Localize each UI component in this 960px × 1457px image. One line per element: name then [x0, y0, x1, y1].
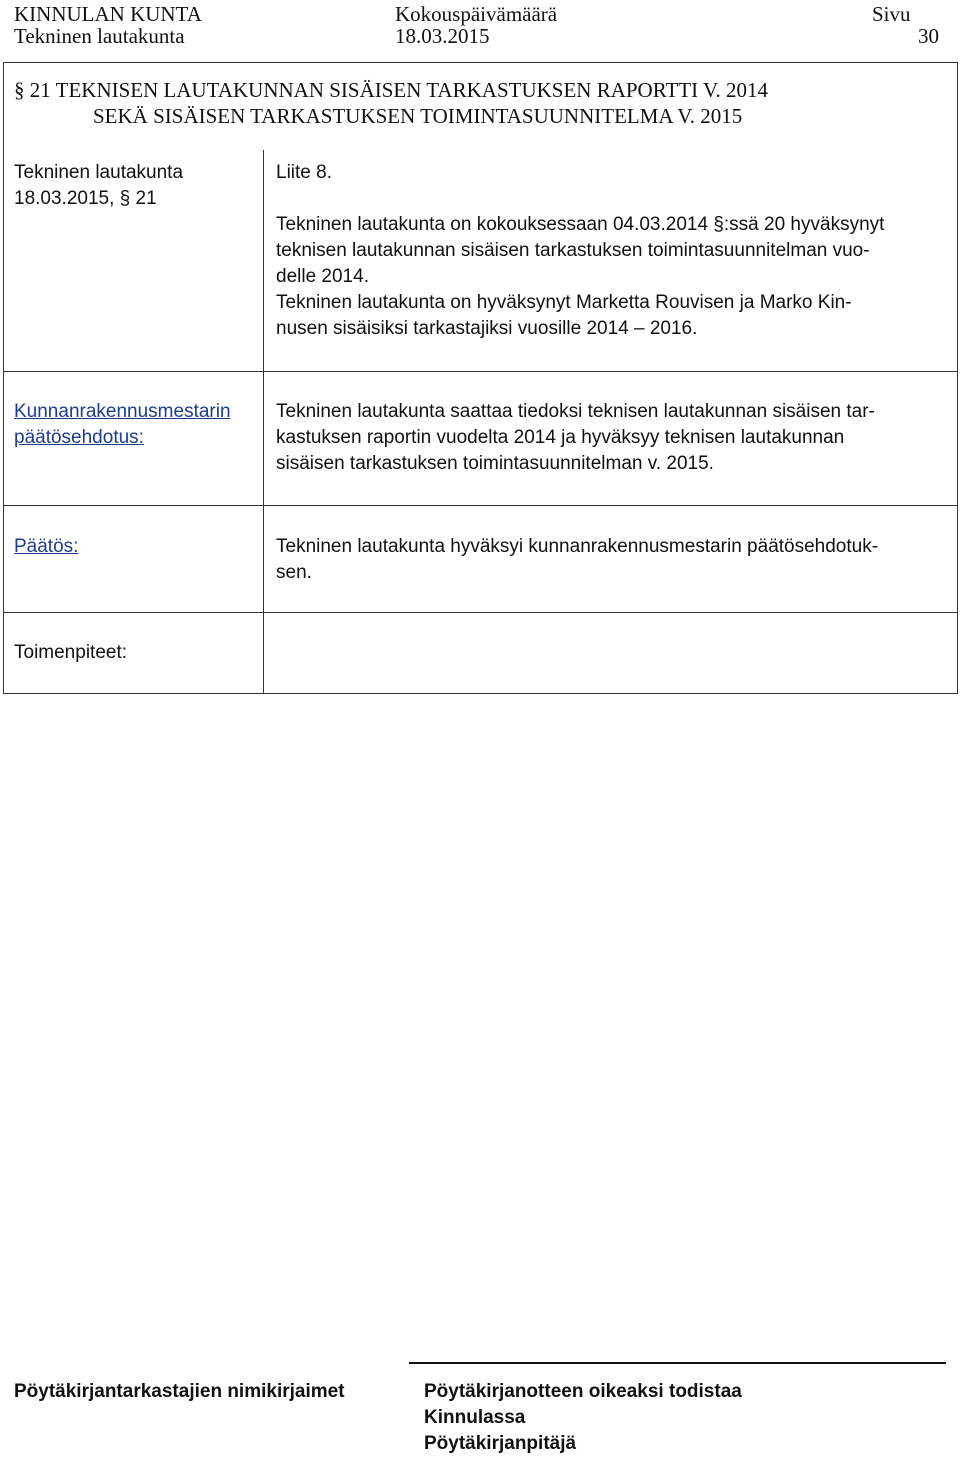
decision-text-line: Tekninen lautakunta hyväksyi kunnanrakennusmestarin päätösehdotuk- — [276, 536, 879, 557]
intro-text-line: Tekninen lautakunta on kokouksessaan 04.03.2014 §:ssä 20 hyväksynyt — [276, 214, 885, 235]
attachment-note: Liite 8. — [276, 162, 332, 183]
row-divider-2 — [3, 505, 958, 506]
actions-label: Toimenpiteet: — [14, 642, 128, 663]
row-divider-3 — [3, 612, 958, 613]
meeting-date: 18.03.2015 — [395, 24, 490, 48]
intro-board-label: Tekninen lautakunta — [14, 162, 184, 183]
decision-text-line: sen. — [276, 562, 312, 583]
certification-label: Pöytäkirjanotteen oikeaksi todistaa — [424, 1381, 742, 1402]
organization-name: KINNULAN KUNTA — [14, 2, 202, 26]
intro-text-line: Tekninen lautakunta on hyväksynyt Marketta Rouvisen ja Marko Kin- — [276, 292, 852, 313]
meeting-date-label: Kokouspäivämäärä — [395, 2, 558, 26]
minutes-table — [3, 62, 958, 694]
intro-text-line: nusen sisäisiksi tarkastajiksi vuosille 2014 – 2016. — [276, 318, 698, 339]
page-label: Sivu — [872, 2, 911, 26]
footer-rule — [409, 1362, 946, 1364]
row-divider-1 — [3, 371, 958, 372]
minutes-keeper-label: Pöytäkirjanpitäjä — [424, 1433, 577, 1454]
intro-text-line: teknisen lautakunnan sisäisen tarkastuksen toimintasuunnitelman vuo- — [276, 240, 870, 261]
certification-place: Kinnulassa — [424, 1407, 526, 1428]
board-name: Tekninen lautakunta — [14, 24, 185, 48]
proposal-text-line: kastuksen raportin vuodelta 2014 ja hyväksyy teknisen lautakunnan — [276, 427, 845, 448]
intro-text-line: delle 2014. — [276, 266, 369, 287]
proposal-text-line: Tekninen lautakunta saattaa tiedoksi teknisen lautakunnan sisäisen tar- — [276, 401, 875, 422]
proposal-label-cont[interactable]: päätösehdotus: — [14, 427, 144, 448]
proposal-label[interactable]: Kunnanrakennusmestarin — [14, 401, 231, 422]
section-title-line-1: § 21 TEKNISEN LAUTAKUNNAN SISÄISEN TARKASTUKSEN RAPORTTI V. 2014 — [14, 78, 768, 102]
signature-initials-label: Pöytäkirjantarkastajien nimikirjaimet — [14, 1381, 345, 1402]
intro-date-label: 18.03.2015, § 21 — [14, 188, 157, 209]
decision-label[interactable]: Päätös: — [14, 536, 79, 557]
proposal-text-line: sisäisen tarkastuksen toimintasuunnitelman v. 2015. — [276, 453, 714, 474]
page-number: 30 — [918, 24, 939, 48]
section-title-line-2: SEKÄ SISÄISEN TARKASTUKSEN TOIMINTASUUNNITELMA V. 2015 — [93, 104, 743, 128]
